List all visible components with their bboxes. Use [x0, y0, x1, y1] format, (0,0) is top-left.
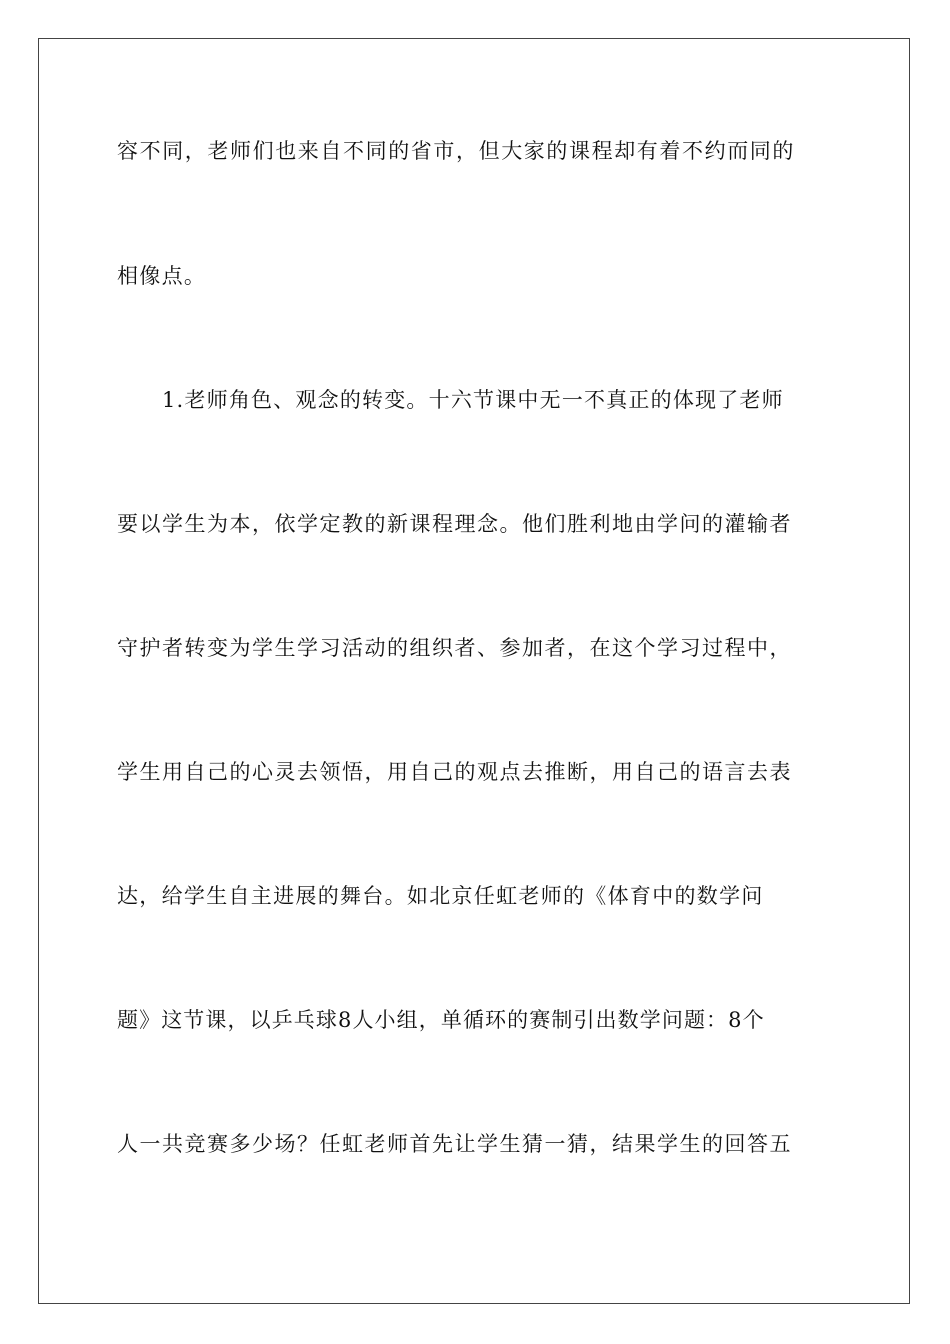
page-border [38, 38, 910, 1304]
paragraph-line: 要以学生为本，依学定教的新课程理念。他们胜利地由学问的灌输者 [117, 512, 792, 536]
paragraph-line: 容不同，老师们也来自不同的省市，但大家的课程却有着不约而同的 [117, 139, 795, 163]
paragraph-line: 学生用自己的心灵去领悟，用自己的观点去推断，用自己的语言去表 [117, 760, 792, 784]
paragraph-line: 相像点。 [117, 264, 207, 288]
paragraph-line: 题》这节课，以乒乓球8人小组，单循环的赛制引出数学问题：8个 [117, 1008, 765, 1032]
paragraph-line: 达，给学生自主进展的舞台。如北京任虹老师的《体育中的数学问 [117, 884, 764, 908]
paragraph-line: 1.老师角色、观念的转变。十六节课中无一不真正的体现了老师 [162, 388, 784, 412]
paragraph-line: 守护者转变为学生学习活动的组织者、参加者，在这个学习过程中， [117, 636, 792, 660]
paragraph-line: 人一共竞赛多少场？任虹老师首先让学生猜一猜，结果学生的回答五 [117, 1132, 792, 1156]
